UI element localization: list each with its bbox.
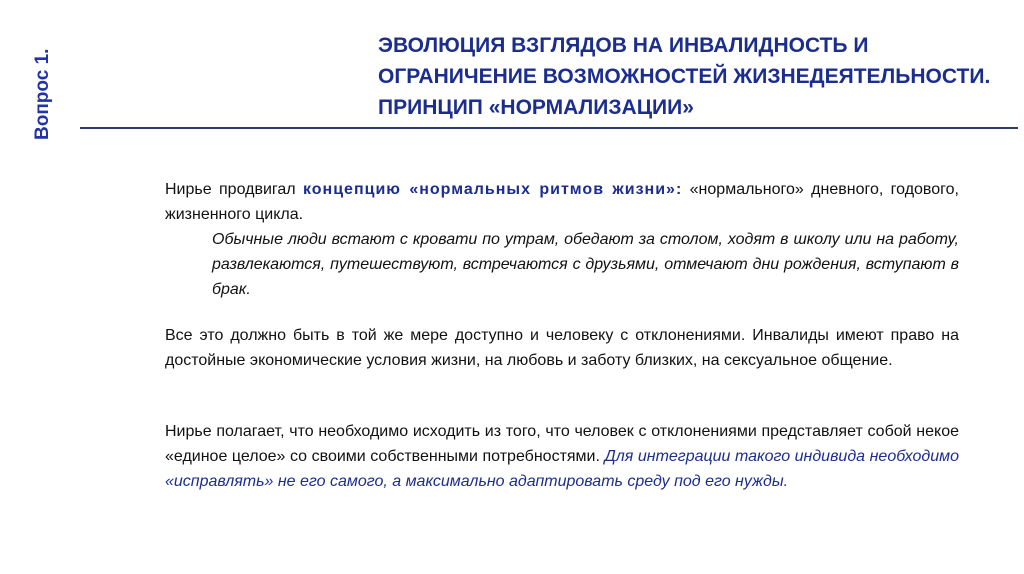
paragraph-integration-plain: Нирье полагает, что необходимо исходить из того, что человек с отклонениями представляет собой некое «единое целое» со своими собственными потребностями. [165,423,959,465]
paragraph-integration [165,419,959,494]
paragraph-rights: Все это должно быть в той же мере доступно и человеку с отклонениями. Инвалиды имеют право на достойные экономические условия жизни, на любовь и заботу близких, на сексуальное общение. [165,327,959,369]
concept-highlight: концепцию «нормальных ритмов жизни»: [302,181,683,198]
side-label: Вопрос 1. [32,48,53,140]
paragraph-concept-lead: Нирье продвигал [165,181,303,198]
paragraph-integration-emphasis: Для интеграции такого индивида необходимо «исправлять» не его самого, а максимально адаптировать среду под его нужды. [165,448,960,490]
title-divider [80,127,1018,129]
paragraph-concept-tail: «нормального» дневного, годового, жизненного цикла. [165,181,959,223]
paragraph-concept [165,177,959,227]
example-paragraph: Обычные люди встают с кровати по утрам, обедают за столом, ходят в школу или на работу, развлекаются, путешествуют, встречаются с друзьями, отмечают дни рождения, вступают в брак. [212,231,959,298]
slide-title: ЭВОЛЮЦИЯ ВЗГЛЯДОВ НА ИНВАЛИДНОСТЬ И ОГРАНИЧЕНИЕ ВОЗМОЖНОСТЕЙ ЖИЗНЕДЕЯТЕЛЬНОСТИ. ПРИНЦИП «НОРМАЛИЗАЦИИ» [378,34,991,119]
